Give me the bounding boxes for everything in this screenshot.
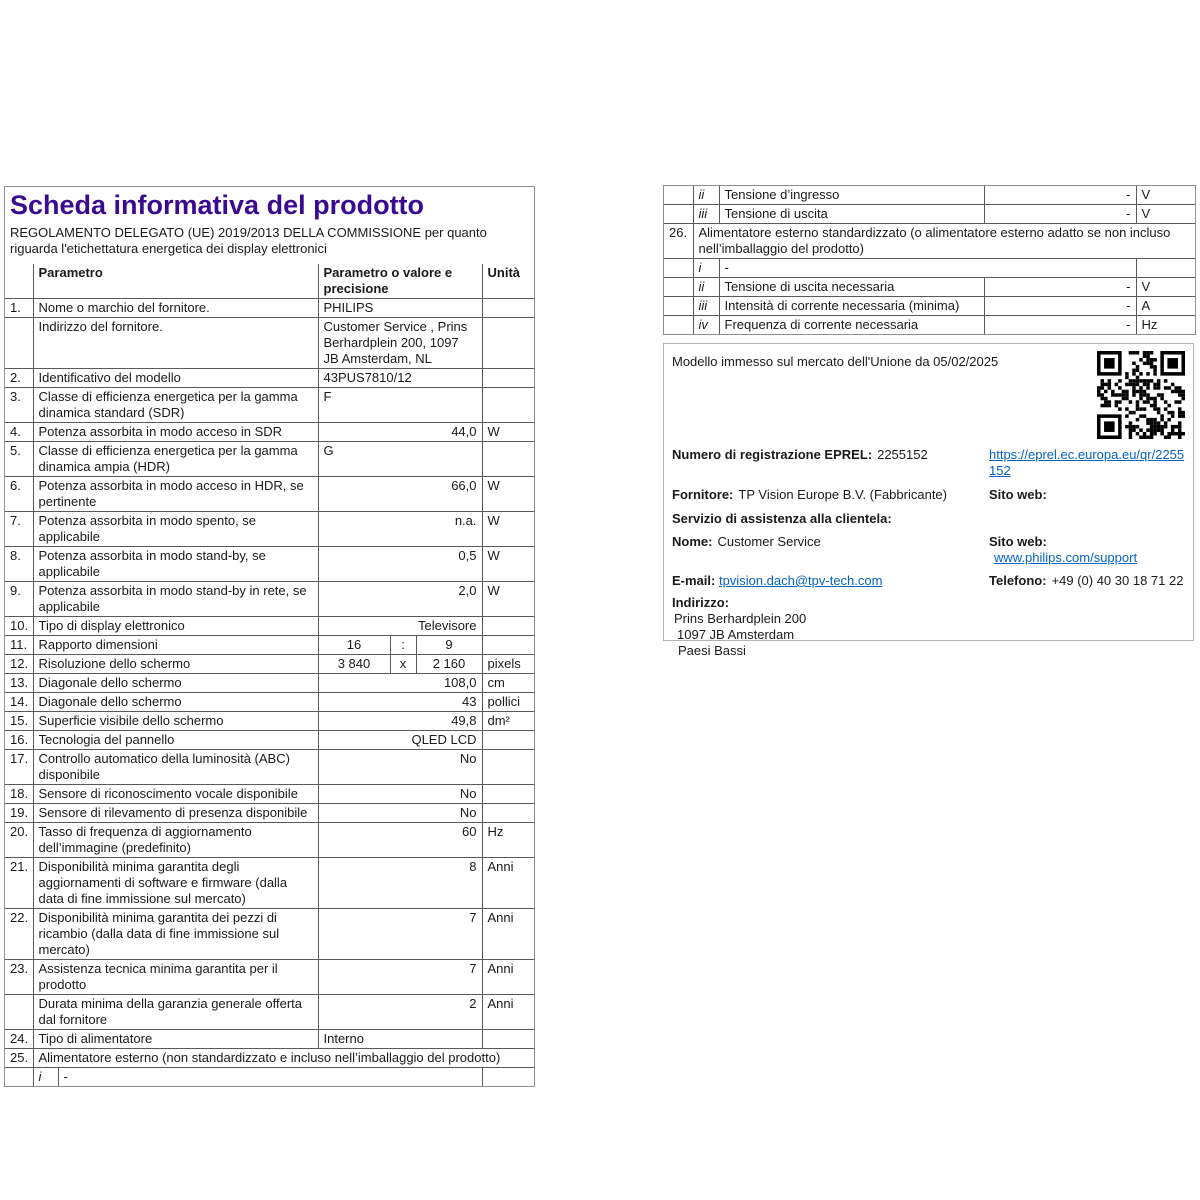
row-number: 16. (5, 731, 33, 750)
row-number (5, 995, 33, 1030)
unit: A (1136, 297, 1195, 316)
table-row (664, 205, 1195, 224)
param-value: 7 (318, 960, 482, 995)
param-label: Classe di efficienza energetica per la gamma dinamica ampia (HDR) (33, 442, 318, 477)
param-value: 44,0 (318, 423, 482, 442)
param-value: 66,0 (318, 477, 482, 512)
param-value: 43PUS7810/12 (318, 369, 482, 388)
param-label: Potenza assorbita in modo stand-by, se applicabile (33, 547, 318, 582)
table-row (5, 858, 534, 909)
address-line-3: Paesi Bassi (678, 643, 746, 658)
unit: Anni (482, 858, 534, 909)
sub-index: ii (693, 186, 719, 205)
param-label: Identificativo del modello (33, 369, 318, 388)
param-value: - (984, 186, 1136, 205)
param-value: No (318, 785, 482, 804)
table-row (5, 442, 534, 477)
unit (482, 785, 534, 804)
param-label: Superficie visibile dello schermo (33, 712, 318, 731)
eprel-link[interactable]: https://eprel.ec.europa.eu/qr/2255152 (989, 447, 1185, 478)
param-label: Potenza assorbita in modo acceso in HDR, se pertinente (33, 477, 318, 512)
param-value: - (984, 316, 1136, 335)
table-row (5, 423, 534, 442)
header-unita: Unità (482, 264, 534, 299)
row-number (5, 1068, 33, 1087)
param-value: - (58, 1068, 482, 1087)
sub-index: i (693, 259, 719, 278)
row-number: 13. (5, 674, 33, 693)
table-row (5, 785, 534, 804)
table-row (5, 617, 534, 636)
unit: Anni (482, 995, 534, 1030)
param-label: Alimentatore esterno (non standardizzato e incluso nell’imballaggio del prodotto) (33, 1049, 534, 1068)
param-label: Tecnologia del pannello (33, 731, 318, 750)
row-number: 14. (5, 693, 33, 712)
param-label: Tipo di alimentatore (33, 1030, 318, 1049)
param-label: Durata minima della garanzia generale offerta dal fornitore (33, 995, 318, 1030)
sub-index: iii (693, 297, 719, 316)
unit (482, 388, 534, 423)
unit: pixels (482, 655, 534, 674)
table-row (664, 259, 1195, 278)
row-number: 12. (5, 655, 33, 674)
table-row (664, 297, 1195, 316)
param-value: 108,0 (318, 674, 482, 693)
param-label: Tasso di frequenza di aggiornamento dell’immagine (predefinito) (33, 823, 318, 858)
row-number (664, 186, 693, 205)
row-number: 9. (5, 582, 33, 617)
row-number: 8. (5, 547, 33, 582)
value-second: 2 160 (416, 655, 482, 674)
row-number: 10. (5, 617, 33, 636)
param-value: 7 (318, 909, 482, 960)
address-line-1: Prins Berhardplein 200 (674, 611, 807, 626)
table-row (5, 388, 534, 423)
table-row (5, 477, 534, 512)
sub-index: i (33, 1068, 58, 1087)
unit: W (482, 512, 534, 547)
unit: W (482, 477, 534, 512)
param-label: Potenza assorbita in modo spento, se applicabile (33, 512, 318, 547)
param-value: Interno (318, 1030, 482, 1049)
param-label: Tensione di uscita (719, 205, 984, 224)
row-number: 3. (5, 388, 33, 423)
param-value: Televisore (318, 617, 482, 636)
param-label: Potenza assorbita in modo acceso in SDR (33, 423, 318, 442)
param-value: No (318, 804, 482, 823)
page-title: Scheda informativa del prodotto (10, 190, 425, 220)
table-row (5, 1049, 534, 1068)
row-number (664, 205, 693, 224)
header-number-empty (5, 264, 33, 299)
supplier-label: Fornitore: (672, 487, 734, 502)
value-first: 3 840 (318, 655, 390, 674)
unit: Anni (482, 909, 534, 960)
unit (482, 369, 534, 388)
unit (482, 731, 534, 750)
row-number (664, 278, 693, 297)
name-row (672, 534, 1185, 566)
param-label: Controllo automatico della luminosità (ABC) disponibile (33, 750, 318, 785)
row-number: 18. (5, 785, 33, 804)
unit: W (482, 582, 534, 617)
row-number: 20. (5, 823, 33, 858)
row-number: 1. (5, 299, 33, 318)
param-value: No (318, 750, 482, 785)
param-label: Tipo di display elettronico (33, 617, 318, 636)
unit: Anni (482, 960, 534, 995)
param-value: F (318, 388, 482, 423)
phone-number: +49 (0) 40 30 18 71 22 (1051, 573, 1184, 588)
eprel-label: Numero di registrazione EPREL: (672, 447, 873, 462)
sub-index: iv (693, 316, 719, 335)
param-value: 60 (318, 823, 482, 858)
table-row (5, 655, 534, 674)
table-row (5, 995, 534, 1030)
row-number (664, 316, 693, 335)
unit (482, 636, 534, 655)
unit: Hz (1136, 316, 1195, 335)
table-header-row (5, 264, 534, 299)
phone-label: Telefono: (989, 573, 1047, 588)
param-label: Potenza assorbita in modo stand-by in rete, se applicabile (33, 582, 318, 617)
table-row (5, 369, 534, 388)
page-subtitle: REGOLAMENTO DELEGATO (UE) 2019/2013 DELLA COMMISSIONE per quanto riguarda l'etichettatura energetica dei display elettronici (10, 225, 487, 257)
table-row (664, 186, 1195, 205)
table-row (5, 547, 534, 582)
table-row (5, 712, 534, 731)
website-label: Sito web: (989, 487, 1047, 502)
param-value: G (318, 442, 482, 477)
name-label: Nome: (672, 534, 713, 549)
row-number: 25. (5, 1049, 33, 1068)
value-separator: x (390, 655, 416, 674)
unit: dm² (482, 712, 534, 731)
table-row (5, 823, 534, 858)
param-value: - (719, 259, 1136, 278)
param-value: - (984, 297, 1136, 316)
parameters-table-continued (663, 185, 1196, 335)
row-number: 5. (5, 442, 33, 477)
unit: V (1136, 278, 1195, 297)
param-label: Diagonale dello schermo (33, 674, 318, 693)
qr-code (1097, 351, 1185, 439)
param-label: Intensità di corrente necessaria (minima) (719, 297, 984, 316)
param-value: - (984, 278, 1136, 297)
parameters-table-continued-table (664, 186, 1195, 334)
table-row (664, 224, 1195, 259)
unit (482, 617, 534, 636)
service-name: Customer Service (717, 534, 821, 549)
row-number: 19. (5, 804, 33, 823)
param-label: Indirizzo del fornitore. (33, 318, 318, 369)
unit: W (482, 547, 534, 582)
param-label: Rapporto dimensioni (33, 636, 318, 655)
unit: cm (482, 674, 534, 693)
sub-index: ii (693, 278, 719, 297)
param-label: Tensione di uscita necessaria (719, 278, 984, 297)
table-row (5, 750, 534, 785)
table-row (5, 960, 534, 995)
param-label: Nome o marchio del fornitore. (33, 299, 318, 318)
table-row (5, 299, 534, 318)
supplier-name: TP Vision Europe B.V. (Fabbricante) (738, 487, 947, 502)
unit (482, 299, 534, 318)
address-label: Indirizzo: (672, 595, 730, 610)
row-number: 21. (5, 858, 33, 909)
param-value: 2 (318, 995, 482, 1030)
param-label: Sensore di riconoscimento vocale disponibile (33, 785, 318, 804)
market-entry-line: Modello immesso sul mercato dell'Unione da 05/02/2025 (672, 354, 999, 369)
product-fiche-panel (4, 186, 535, 1087)
sub-index: iii (693, 205, 719, 224)
table-row (5, 1030, 534, 1049)
customer-service-heading: Servizio di assistenza alla clientela: (672, 511, 892, 526)
param-label: Disponibilità minima garantita degli aggiornamenti di software e firmware (dalla data di fine immissione sul mercato) (33, 858, 318, 909)
table-row (5, 318, 534, 369)
table-row (5, 731, 534, 750)
row-number: 17. (5, 750, 33, 785)
row-number: 22. (5, 909, 33, 960)
param-value: 49,8 (318, 712, 482, 731)
param-value: - (984, 205, 1136, 224)
unit (482, 804, 534, 823)
supplier-row (672, 487, 1185, 503)
table-row (5, 512, 534, 547)
param-value: Customer Service , Prins Berhardplein 200, 1097 JB Amsterdam, NL (318, 318, 482, 369)
table-row (664, 278, 1195, 297)
table-row (5, 582, 534, 617)
table-row (5, 674, 534, 693)
supplier-info-box (663, 343, 1194, 658)
header-valore: Parametro o valore e precisione (318, 264, 482, 299)
unit: W (482, 423, 534, 442)
row-number (664, 259, 693, 278)
unit: pollici (482, 693, 534, 712)
unit: V (1136, 205, 1195, 224)
value-separator: : (390, 636, 416, 655)
value-second: 9 (416, 636, 482, 655)
param-value: 8 (318, 858, 482, 909)
param-label: Risoluzione dello schermo (33, 655, 318, 674)
table-row (5, 1068, 534, 1087)
unit (482, 750, 534, 785)
row-number: 23. (5, 960, 33, 995)
value-first: 16 (318, 636, 390, 655)
param-value: 43 (318, 693, 482, 712)
eprel-row (672, 447, 1185, 479)
param-value: n.a. (318, 512, 482, 547)
table-row (5, 636, 534, 655)
param-label: Alimentatore esterno standardizzato (o alimentatore esterno adatto se non incluso nell’imballaggio del prodotto) (693, 224, 1195, 259)
param-label: Assistenza tecnica minima garantita per il prodotto (33, 960, 318, 995)
unit: Hz (482, 823, 534, 858)
row-number: 7. (5, 512, 33, 547)
row-number: 6. (5, 477, 33, 512)
param-value: 0,5 (318, 547, 482, 582)
email-link[interactable]: tpvision.dach@tpv-tech.com (718, 573, 883, 588)
unit (482, 1030, 534, 1049)
param-label: Disponibilità minima garantita dei pezzi di ricambio (dalla data di fine immissione sul mercato) (33, 909, 318, 960)
row-number: 4. (5, 423, 33, 442)
unit (1136, 259, 1195, 278)
table-row (5, 804, 534, 823)
row-number (5, 318, 33, 369)
row-number: 15. (5, 712, 33, 731)
support-website-link[interactable]: www.philips.com/support (994, 550, 1138, 565)
param-value: 2,0 (318, 582, 482, 617)
unit (482, 442, 534, 477)
unit: V (1136, 186, 1195, 205)
header-parametro: Parametro (33, 264, 318, 299)
table-row (5, 693, 534, 712)
param-label: Tensione d’ingresso (719, 186, 984, 205)
row-number: 26. (664, 224, 693, 259)
row-number: 2. (5, 369, 33, 388)
row-number: 11. (5, 636, 33, 655)
param-label: Diagonale dello schermo (33, 693, 318, 712)
website-label-2: Sito web: (989, 534, 1047, 549)
unit (482, 318, 534, 369)
param-label: Classe di efficienza energetica per la gamma dinamica standard (SDR) (33, 388, 318, 423)
param-label: Sensore di rilevamento di presenza disponibile (33, 804, 318, 823)
eprel-number: 2255152 (877, 447, 928, 462)
param-label: Frequenza di corrente necessaria (719, 316, 984, 335)
row-number (664, 297, 693, 316)
unit (482, 1068, 534, 1087)
param-value: PHILIPS (318, 299, 482, 318)
table-row (664, 316, 1195, 335)
address-line-2: 1097 JB Amsterdam (677, 627, 795, 642)
param-value: QLED LCD (318, 731, 482, 750)
email-label: E-mail: (672, 573, 716, 588)
email-row (672, 573, 1185, 589)
parameters-table (5, 264, 534, 1086)
row-number: 24. (5, 1030, 33, 1049)
address-block (672, 595, 1185, 659)
table-row (5, 909, 534, 960)
